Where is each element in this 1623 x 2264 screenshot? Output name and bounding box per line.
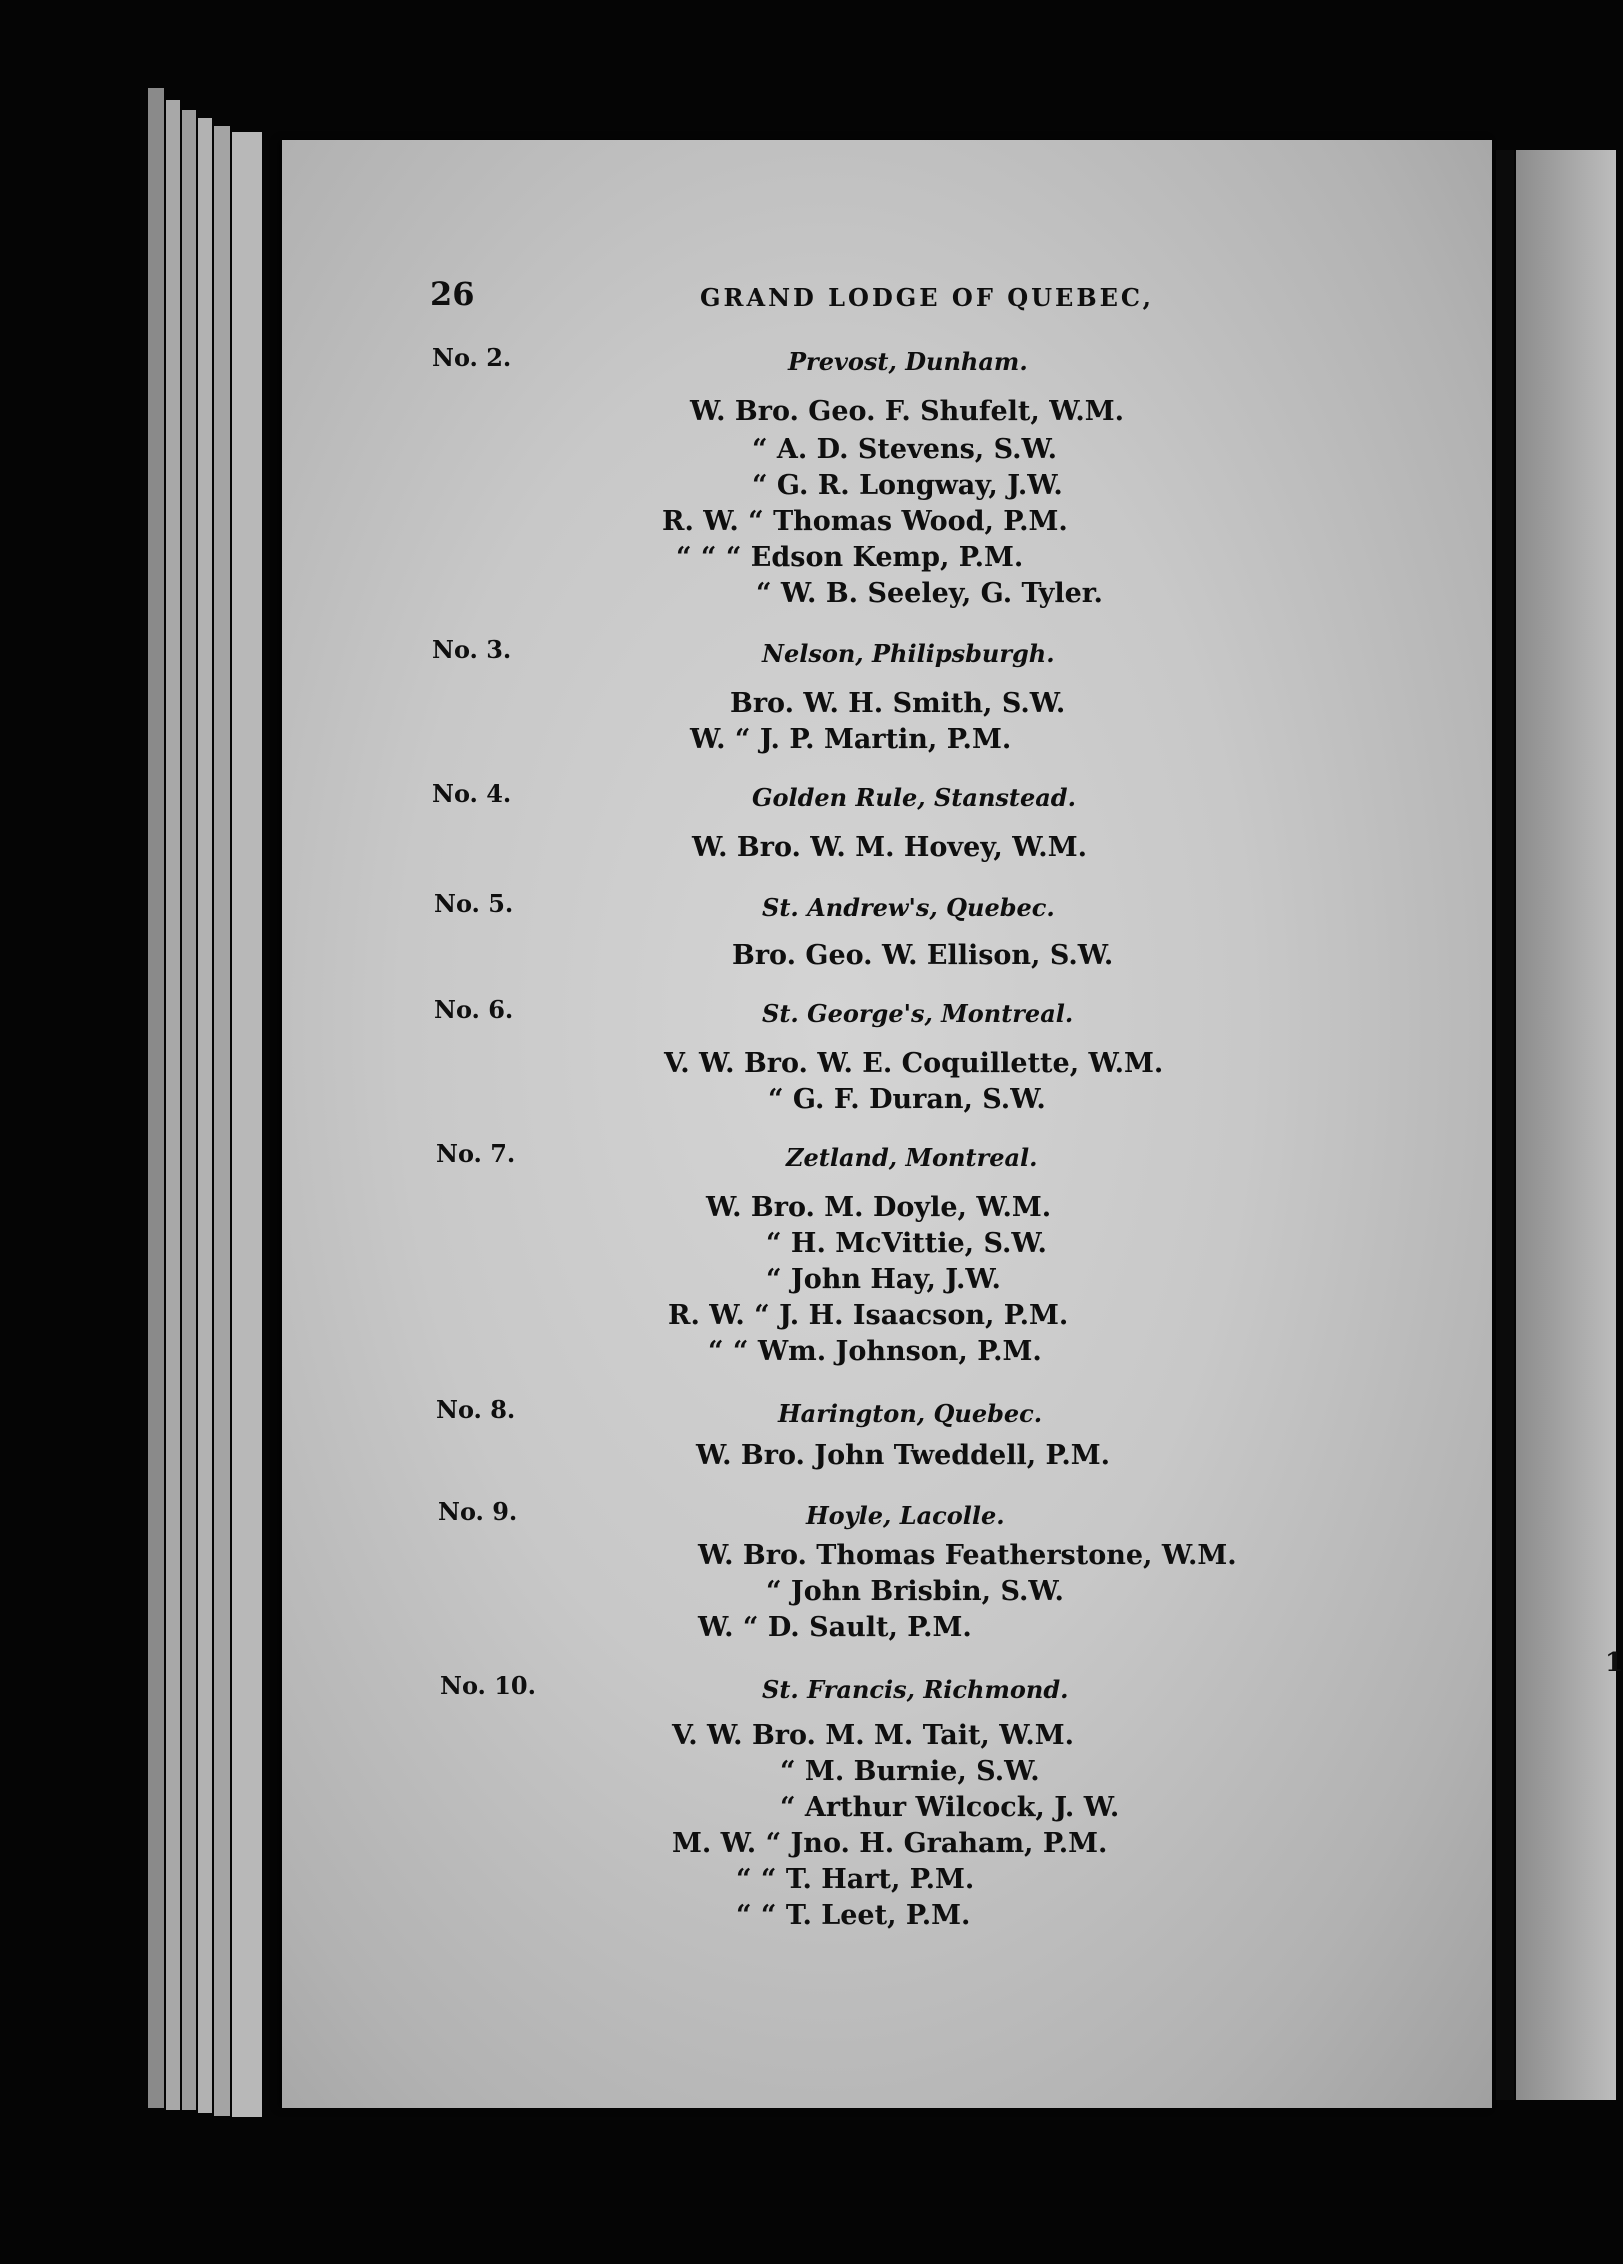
officer-line: W. Bro. Geo. F. Shufelt, W.M.	[690, 396, 1125, 427]
lodge-name: Zetland, Montreal.	[786, 1143, 1038, 1172]
lodge-name: Prevost, Dunham.	[788, 347, 1028, 376]
page-edge	[232, 132, 262, 2117]
officer-line: W. Bro. W. M. Hovey, W.M.	[692, 832, 1087, 863]
officer-line: Bro. W. H. Smith, S.W.	[730, 688, 1066, 719]
lodge-number: No. 8.	[436, 1395, 516, 1424]
lodge-name: St. Andrew's, Quebec.	[762, 893, 1055, 922]
officer-line: “ “ T. Hart, P.M.	[736, 1864, 975, 1895]
lodge-name: Harington, Quebec.	[778, 1399, 1043, 1428]
running-head: GRAND LODGE OF QUEBEC,	[700, 283, 1154, 312]
book-gutter	[1496, 150, 1514, 2100]
officer-line: W. “ J. P. Martin, P.M.	[690, 724, 1012, 755]
page-edge	[214, 126, 230, 2116]
officer-line: M. W. “ Jno. H. Graham, P.M.	[672, 1828, 1108, 1859]
officer-line: R. W. “ J. H. Isaacson, P.M.	[668, 1300, 1069, 1331]
page-edge	[182, 110, 196, 2110]
officer-line: V. W. Bro. W. E. Coquillette, W.M.	[664, 1048, 1164, 1079]
officer-line: W. “ D. Sault, P.M.	[698, 1612, 972, 1643]
officer-line: “ G. R. Longway, J.W.	[752, 470, 1063, 501]
lodge-name: St. Francis, Richmond.	[762, 1675, 1069, 1704]
page-edge	[148, 88, 164, 2108]
officer-line: “ “ T. Leet, P.M.	[736, 1900, 971, 1931]
officer-line: V. W. Bro. M. M. Tait, W.M.	[672, 1720, 1075, 1751]
officer-line: “ M. Burnie, S.W.	[780, 1756, 1040, 1787]
lodge-number: No. 3.	[432, 635, 512, 664]
lodge-number: No. 2.	[432, 343, 512, 372]
officer-line: “ W. B. Seeley, G. Tyler.	[756, 578, 1103, 609]
officer-line: W. Bro. M. Doyle, W.M.	[706, 1192, 1052, 1223]
officer-line: R. W. “ Thomas Wood, P.M.	[662, 506, 1068, 537]
facing-page	[1516, 150, 1616, 2100]
lodge-number: No. 6.	[434, 995, 514, 1024]
officer-line: W. Bro. Thomas Featherstone, W.M.	[698, 1540, 1237, 1571]
officer-line: “ “ Wm. Johnson, P.M.	[708, 1336, 1042, 1367]
lodge-number: No. 7.	[436, 1139, 516, 1168]
lodge-number: No. 9.	[438, 1497, 518, 1526]
facing-page-fragment: 1	[1605, 1648, 1623, 1678]
lodge-name: Golden Rule, Stanstead.	[752, 783, 1076, 812]
lodge-name: Hoyle, Lacolle.	[806, 1501, 1005, 1530]
officer-line: Bro. Geo. W. Ellison, S.W.	[732, 940, 1114, 971]
page-edge	[198, 118, 212, 2113]
page-number: 26	[430, 275, 475, 313]
officer-line: “ H. McVittie, S.W.	[766, 1228, 1047, 1259]
officer-line: “ A. D. Stevens, S.W.	[752, 434, 1058, 465]
lodge-number: No. 5.	[434, 889, 514, 918]
lodge-name: St. George's, Montreal.	[762, 999, 1074, 1028]
officer-line: “ John Brisbin, S.W.	[766, 1576, 1064, 1607]
lodge-name: Nelson, Philipsburgh.	[762, 639, 1055, 668]
officer-line: “ G. F. Duran, S.W.	[768, 1084, 1046, 1115]
officer-line: “ John Hay, J.W.	[766, 1264, 1001, 1295]
page-edge	[166, 100, 180, 2110]
lodge-number: No. 4.	[432, 779, 512, 808]
lodge-number: No. 10.	[440, 1671, 536, 1700]
officer-line: W. Bro. John Tweddell, P.M.	[696, 1440, 1111, 1471]
officer-line: “ Arthur Wilcock, J. W.	[780, 1792, 1120, 1823]
officer-line: “ “ “ Edson Kemp, P.M.	[676, 542, 1024, 573]
